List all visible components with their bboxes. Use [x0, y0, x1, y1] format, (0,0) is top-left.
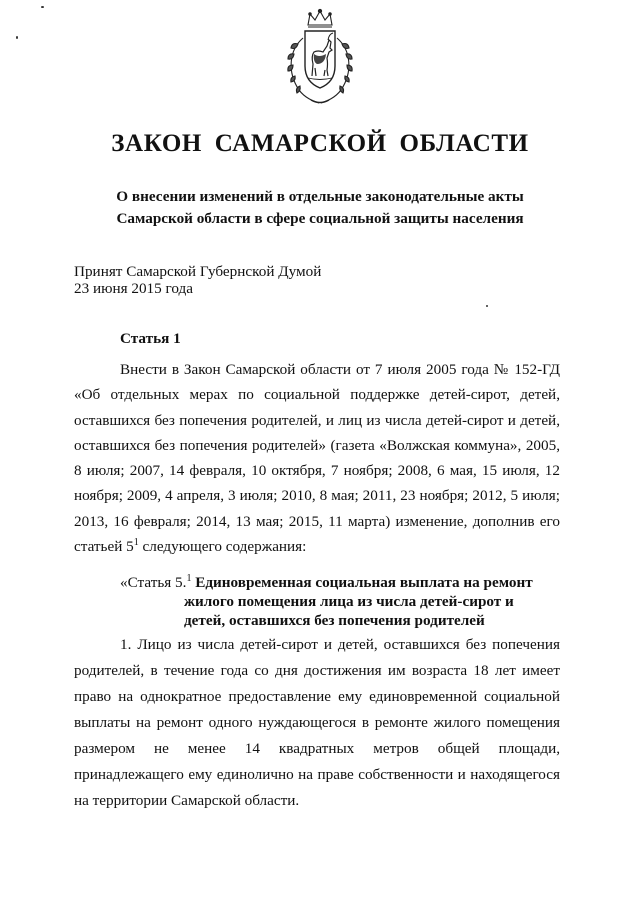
scan-speck — [41, 6, 44, 8]
point-1-line: родителей, в течение года со дня достижения им возраста 18 лет имеет — [74, 662, 560, 679]
scan-speck — [486, 305, 488, 307]
new-article-title-line-2: жилого помещения лица из числа детей-сирот и — [184, 593, 514, 610]
new-article-prefix: «Статья 5. — [120, 574, 187, 591]
new-article-title-line-1: Единовременная социальная выплата на ремонт — [191, 574, 533, 591]
new-article-title-line-3: детей, оставшихся без попечения родителей — [184, 612, 485, 629]
scan-speck — [16, 36, 18, 39]
point-1-paragraph — [74, 632, 560, 814]
article-1-text: Внести в Закон Самарской области от 7 июля 2005 года № 152-ГД «Об отдельных мерах по социальной поддержке детей-сирот, детей, оставшихся без попечения родителей, и лиц из числа детей-сирот и детей, оставшихся без попечения родителей» (газета «Волжская коммуна», 2005, 8 июля; 2007, 14 февраля, 10 октября, 7 ноября; 2008, 6 мая, 15 июля, 12 ноября; 2009, 4 апреля, 3 июля; 2010, 8 мая; 2011, 23 ноября; 2012, 5 июля; 2013, 16 февраля; 2014, 13 мая; 2015, 11 марта) изменение, дополнив его статьей 5 — [74, 361, 560, 556]
article-1-paragraph — [74, 357, 560, 559]
point-1-line: право на однократное предоставление ему единовременной социальной — [74, 688, 560, 705]
point-1-line: на территории Самарской области. — [74, 792, 300, 809]
subtitle-line-2: Самарской области в сфере социальной защиты населения — [116, 210, 524, 227]
adoption-body: Принят Самарской Губернской Думой — [74, 263, 322, 280]
new-article-heading — [120, 573, 533, 630]
law-subtitle — [60, 186, 580, 230]
new-article-superscript: 1 — [186, 572, 192, 584]
samara-coat-of-arms-icon — [281, 8, 359, 106]
article-1-superscript: 1 — [133, 537, 139, 549]
article-1-heading: Статья 1 — [120, 330, 181, 347]
article-1-text-end: следующего содержания: — [138, 538, 307, 556]
adoption-date: 23 июня 2015 года — [74, 280, 194, 297]
adoption-info — [74, 263, 321, 297]
point-1-line: размером не менее 14 квадратных метров общей площади, — [74, 740, 560, 757]
point-1-line: принадлежащего ему единолично на праве собственности и находящегося — [74, 766, 560, 783]
point-1-line: 1. Лицо из числа детей-сирот и детей, оставшихся без попечения — [120, 636, 560, 653]
subtitle-line-1: О внесении изменений в отдельные законодательные акты — [116, 188, 524, 205]
point-1-line: выплаты на ремонт одного нуждающегося в ремонте жилого помещения — [74, 714, 560, 731]
law-title: ЗАКОН САМАРСКОЙ ОБЛАСТИ — [111, 130, 529, 157]
